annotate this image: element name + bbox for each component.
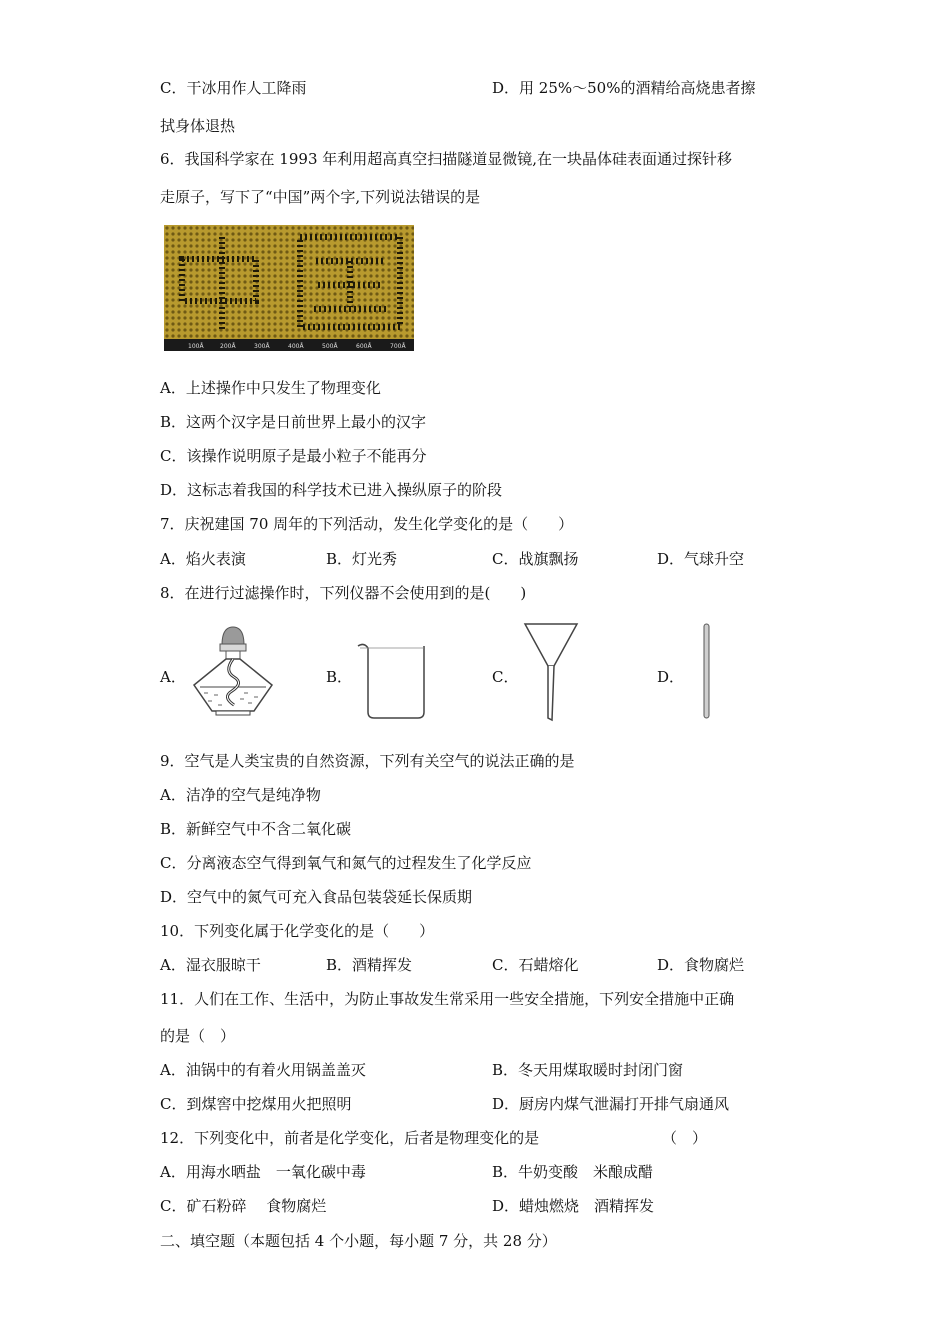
q6-option-b: B．这两个汉字是日前世界上最小的汉字 xyxy=(160,413,427,431)
q8-label-d: D． xyxy=(657,668,685,686)
q11-stem-line2: 的是（ ） xyxy=(160,1027,236,1045)
q12-answer-paren: （ ） xyxy=(662,1129,708,1147)
scale-label: 200Å xyxy=(220,343,236,350)
q12-option-c: C．矿石粉碎 食物腐烂 xyxy=(160,1197,327,1215)
scale-label: 300Å xyxy=(254,343,270,350)
q12-stem: 12．下列变化中，前者是化学变化，后者是物理变化的是 xyxy=(160,1129,540,1147)
q9-stem: 9．空气是人类宝贵的自然资源，下列有关空气的说法正确的是 xyxy=(160,752,575,770)
q9-option-c: C．分离液态空气得到氧气和氮气的过程发生了化学反应 xyxy=(160,854,532,872)
q10-option-a: A．湿衣服晾干 xyxy=(160,956,261,974)
q10-stem: 10．下列变化属于化学变化的是（ ） xyxy=(160,922,435,940)
q5-option-d-continued: 拭身体退热 xyxy=(160,117,236,135)
q5-option-c: C．干冰用作人工降雨 xyxy=(160,79,307,97)
q10-option-d: D．食物腐烂 xyxy=(657,956,745,974)
q6-option-a: A．上述操作中只发生了物理变化 xyxy=(160,379,381,397)
scale-label: 700Å xyxy=(390,343,406,350)
q7-stem: 7．庆祝建国 70 周年的下列活动，发生化学变化的是（ ） xyxy=(160,515,574,533)
q11-option-b: B．冬天用煤取暖时封闭门窗 xyxy=(492,1061,684,1079)
q6-option-d: D．这标志着我国的科学技术已进入操纵原子的阶段 xyxy=(160,481,503,499)
scale-label: 400Å xyxy=(288,343,304,350)
q8-stem: 8．在进行过滤操作时，下列仪器不会使用到的是( ) xyxy=(160,584,527,602)
stm-china-characters-image xyxy=(164,225,414,351)
scale-label: 600Å xyxy=(356,343,372,350)
q8-label-c: C． xyxy=(492,668,519,686)
q9-option-b: B．新鲜空气中不含二氧化碳 xyxy=(160,820,352,838)
funnel-icon xyxy=(522,622,580,722)
q8-label-b: B． xyxy=(326,668,353,686)
q10-option-c: C．石蜡熔化 xyxy=(492,956,579,974)
q9-option-d: D．空气中的氮气可充入食品包装袋延长保质期 xyxy=(160,888,473,906)
q12-option-d: D．蜡烛燃烧 酒精挥发 xyxy=(492,1197,655,1215)
glass-rod-icon xyxy=(702,622,712,720)
alcohol-lamp-icon xyxy=(188,625,278,717)
q11-option-c: C．到煤窖中挖煤用火把照明 xyxy=(160,1095,352,1113)
q7-option-a: A．焰火表演 xyxy=(160,550,246,568)
q7-option-d: D．气球升空 xyxy=(657,550,745,568)
q12-option-b: B．牛奶变酸 米酿成醋 xyxy=(492,1163,654,1181)
q12-option-a: A．用海水晒盐 一氧化碳中毒 xyxy=(160,1163,366,1181)
scale-label: 100Å xyxy=(188,343,204,350)
q8-label-a: A． xyxy=(160,668,186,686)
q6-stem-line2: 走原子，写下了“中国”两个字,下列说法错误的是 xyxy=(160,188,481,206)
q5-option-d: D．用 25%～50%的酒精给高烧患者擦 xyxy=(492,79,756,97)
q6-option-c: C．该操作说明原子是最小粒子不能再分 xyxy=(160,447,427,465)
beaker-icon xyxy=(356,640,430,722)
q11-stem-line1: 11．人们在工作、生活中，为防止事故发生常采用一些安全措施，下列安全措施中正确 xyxy=(160,990,735,1008)
section2-heading: 二、填空题（本题包括 4 个小题，每小题 7 分，共 28 分） xyxy=(160,1232,557,1250)
q7-option-c: C．战旗飘扬 xyxy=(492,550,579,568)
q7-option-b: B．灯光秀 xyxy=(326,550,398,568)
q11-option-a: A．油锅中的有着火用锅盖盖灭 xyxy=(160,1061,366,1079)
scale-label: 500Å xyxy=(322,343,338,350)
q9-option-a: A．洁净的空气是纯净物 xyxy=(160,786,321,804)
q11-option-d: D．厨房内煤气泄漏打开排气扇通风 xyxy=(492,1095,730,1113)
q10-option-b: B．酒精挥发 xyxy=(326,956,413,974)
q6-stem-line1: 6．我国科学家在 1993 年利用超高真空扫描隧道显微镜,在一块晶体硅表面通过探针移 xyxy=(160,150,733,168)
